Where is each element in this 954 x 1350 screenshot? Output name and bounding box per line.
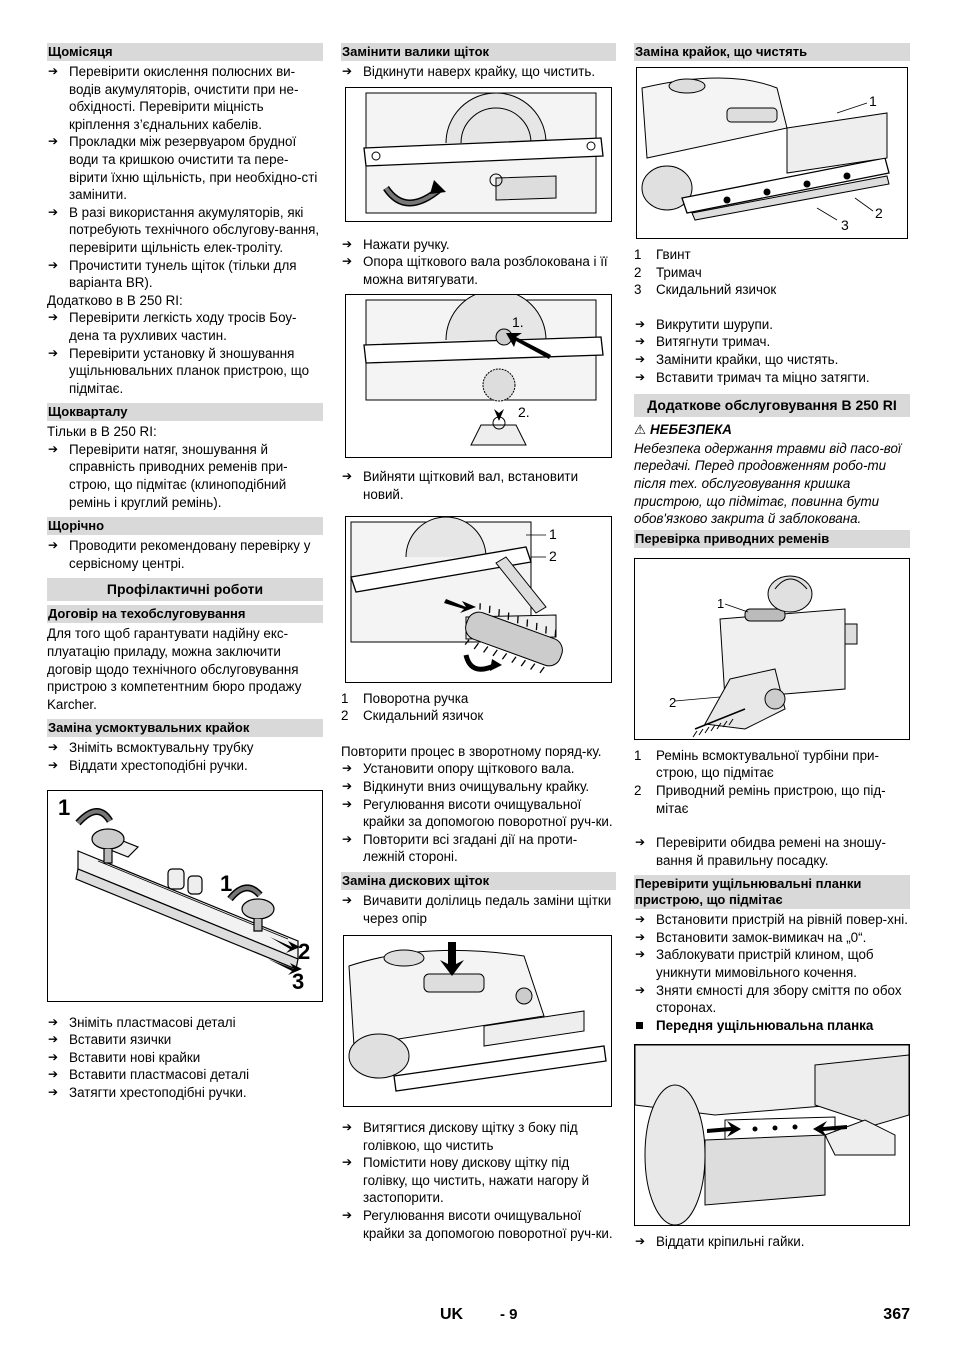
yearly-list — [47, 537, 323, 572]
list-item: ➔ Перевірити обидва ремені на зношу-вання й правильну посадку. — [634, 834, 910, 869]
list-item: ➔ Віддати хрестоподібні ручки. — [47, 757, 323, 775]
disc-list-1 — [341, 892, 616, 927]
legend-item: 1 Ремінь всмоктувальної турбіни при-строю, що підмітає — [634, 747, 879, 781]
additional-note: Додатково в B 250 RI: — [47, 292, 183, 308]
fig-label: 1 — [549, 525, 557, 542]
contract-text: Для того щоб гарантувати надійну екс-плуатацію приладу, можна заключити договір щодо технічного обслуговування пристрою з компетентним бюро продажу Karcher. — [47, 626, 302, 712]
belts-figure — [634, 558, 910, 740]
roller-illustration-2 — [346, 295, 611, 457]
section-belts-title: Перевірка приводних ременів — [634, 530, 910, 548]
list-item: ➔ Вичавити долілиць педаль заміни щітки через опір — [341, 892, 616, 927]
list-item: ➔ Нажати ручку. — [341, 236, 616, 254]
roller-list-1 — [341, 63, 616, 81]
belts-illustration — [635, 559, 909, 739]
list-item: ➔ Зніміть всмоктувальну трубку — [47, 739, 323, 757]
fig-label: 1 — [869, 93, 877, 109]
list-item: ➔ Перевірити натяг, зношування й справність приводних ременів при-строю, що підмітає (клиноподібний ремінь і круглий ремінь). — [47, 441, 323, 511]
list-item: ➔ Установити опору щіткового вала. — [341, 760, 616, 778]
section-roller-title: Замінити валики щіток — [341, 43, 616, 61]
list-item: ➔ Витягтися дискову щітку з боку під голівкою, що чистить — [341, 1119, 616, 1154]
list-item: ➔ Регулювання висоти очищувальної крайки за допомогою поворотної руч-ки. — [341, 1207, 616, 1242]
fig-label: 3 — [841, 217, 849, 233]
list-item: ➔ Відкинути наверх крайку, що чистить. — [341, 63, 616, 81]
blade-list — [634, 316, 910, 386]
legend-item: 2 Скидальний язичок — [341, 708, 484, 724]
section-seal-title: Перевірити ущільнювальні планки пристрою, що підмітає — [634, 875, 910, 909]
fig-label: 3 — [292, 968, 305, 994]
section-blade-title: Заміна крайок, що чистять — [634, 43, 910, 61]
legend-item: 3 Скидальний язичок — [634, 282, 777, 298]
section-contract-title: Договір на техобслуговування — [47, 605, 323, 623]
list-item: ➔ Перевірити окислення полюсних ви-водів акумуляторів, очистити при не-обхідності. Перевірити міцність кріплення з’єднальних кабелів. — [47, 63, 323, 133]
quarterly-list — [47, 441, 323, 511]
disc-illustration — [344, 936, 611, 1106]
list-item: ➔ Перевірити легкість ходу тросів Боу-дена та рухливих частин. — [47, 309, 323, 344]
repeat-text: Повторити процес в зворотному поряд-ку. — [341, 743, 602, 759]
column-middle — [341, 43, 616, 1242]
monthly-list — [47, 63, 323, 292]
additional-list — [47, 309, 323, 397]
roller-figure-2 — [345, 294, 612, 458]
list-item: ➔ Вставити язички — [47, 1031, 323, 1049]
roller-figure-3 — [345, 516, 612, 683]
legend-item: 1 Гвинт — [634, 247, 691, 262]
seal-figure — [634, 1044, 910, 1226]
quarterly-note: Тільки в B 250 RI: — [47, 424, 157, 440]
list-item: ➔ Прокладки між резервуаром брудної води та кришкою очистити та пере-вірити їхню щільність, при необхідно-сті замінити. — [47, 133, 323, 203]
column-left — [47, 43, 323, 1102]
section-disc-title: Заміна дискових щіток — [341, 872, 616, 890]
fig-label: 1 — [220, 870, 233, 896]
list-item: ➔ Прочистити тунель щіток (тільки для варіанта BR). — [47, 257, 323, 292]
blade-figure — [636, 67, 908, 239]
roller-list-3 — [341, 468, 616, 503]
fig-label: 1 — [58, 794, 71, 820]
fig-label: 2 — [875, 205, 883, 221]
blade-illustration — [637, 68, 907, 238]
repeat-list — [341, 760, 616, 866]
legend-item: 2 Приводний ремінь пристрою, що під-мітає — [634, 782, 886, 816]
fig-label: 2 — [669, 694, 677, 710]
section-yearly-title: Щорічно — [47, 517, 323, 535]
list-item: ➔ Викрутити шурупи. — [634, 316, 910, 334]
list-item: ➔ Витягнути тримач. — [634, 333, 910, 351]
last-list — [634, 1233, 910, 1251]
disc-figure — [343, 935, 612, 1107]
list-item: ➔ Віддати кріпильні гайки. — [634, 1233, 910, 1251]
list-item: ➔ Затягти хрестоподібні ручки. — [47, 1084, 323, 1102]
roller-figure-1 — [345, 87, 612, 222]
list-item: ➔ Опора щіткового вала розблокована і її можна витягувати. — [341, 253, 616, 288]
page-footer — [0, 1306, 954, 1330]
danger-heading: ⚠ НЕБЕЗПЕКА — [634, 422, 732, 439]
list-item: ➔ Повторити всі згадані дії на проти-лежній стороні. — [341, 831, 616, 866]
list-item: ➔ Встановити пристрій на рівній повер-хні. — [634, 911, 910, 929]
section-preventive-title: Профілактичні роботи — [47, 578, 323, 601]
warning-icon: ⚠ — [634, 423, 647, 439]
list-item: ➔ Зняти ємності для збору сміття по обох сторонах. — [634, 982, 910, 1017]
squeegee-list — [47, 739, 323, 774]
list-item: ➔ Перевірити установку й зношування ущільнювальних планок пристрою, що підмітає. — [47, 345, 323, 398]
list-item: ➔ Вставити пластмасові деталі — [47, 1066, 323, 1084]
list-item: ➔ Вийняти щітковий вал, встановити новий. — [341, 468, 616, 503]
column-right — [634, 43, 910, 1251]
list-item: ➔ Регулювання висоти очищувальної крайки за допомогою поворотної руч-ки. — [341, 796, 616, 831]
list-item: ➔ Вставити тримач та міцно затягти. — [634, 369, 910, 387]
footer-page-number: 367 — [883, 1306, 910, 1323]
section-monthly-title: Щомісяця — [47, 43, 323, 61]
legend-item: 2 Тримач — [634, 264, 702, 280]
list-item: ➔ Відкинути вниз очищувальну крайку. — [341, 778, 616, 796]
squeegee-list-2 — [47, 1014, 323, 1102]
fig-label: 1. — [512, 314, 524, 331]
legend-item: 1 Поворотна ручка — [341, 690, 469, 706]
section-extra-title: Додаткове обслуговування B 250 RI — [634, 394, 910, 417]
seal-list — [634, 911, 910, 1017]
list-item: ➔ Вставити нові крайки — [47, 1049, 323, 1067]
roller-list-2 — [341, 236, 616, 289]
list-item: ➔ Помістити нову дискову щітку під голівку, що чистить, нажати нагору й застопорити. — [341, 1154, 616, 1207]
belts-list — [634, 834, 910, 869]
danger-text: Небезпека одержання травми від пасо-вої передачі. Перед продовженням робо-ти після тех. обслуговування кришка пристрою, що підмітає, повинна бути обов'язково закрита й заблокована. — [634, 440, 901, 527]
roller-illustration-3 — [346, 517, 611, 682]
section-squeegee-title: Заміна усмоктувальних крайок — [47, 719, 323, 737]
list-item: ➔ Замінити крайки, що чистять. — [634, 351, 910, 369]
list-item: ➔ В разі використання акумуляторів, які потребують технічного обслугову-вання, перевірити щільність елек-троліту. — [47, 204, 323, 257]
list-item: ➔ Проводити рекомендовану перевірку у сервісному центрі. — [47, 537, 323, 572]
fig-label: 2. — [518, 404, 530, 421]
list-item: ➔ Встановити замок-вимикач на „0“. — [634, 929, 910, 947]
fig-label: 2 — [298, 938, 311, 964]
blade-legend — [634, 246, 910, 299]
section-quarterly-title: Щокварталу — [47, 403, 323, 421]
roller-legend — [341, 690, 616, 725]
footer-page: - 9 — [500, 1306, 518, 1323]
squeegee-illustration — [48, 791, 322, 1001]
list-item: ➔ Заблокувати пристрій клином, щоб уникнути мимовільного кочення. — [634, 946, 910, 981]
fig-label: 2 — [549, 547, 557, 564]
belts-legend — [634, 747, 910, 817]
footer-language: UK — [440, 1306, 464, 1323]
disc-list-2 — [341, 1119, 616, 1242]
squeegee-figure — [47, 790, 323, 1002]
list-item: ➔ Зніміть пластмасові деталі — [47, 1014, 323, 1032]
seal-illustration — [635, 1045, 909, 1225]
roller-illustration-1 — [346, 88, 611, 221]
fig-label: 1 — [717, 595, 725, 611]
front-seal-heading: Передня ущільнювальна планка — [634, 1017, 910, 1035]
